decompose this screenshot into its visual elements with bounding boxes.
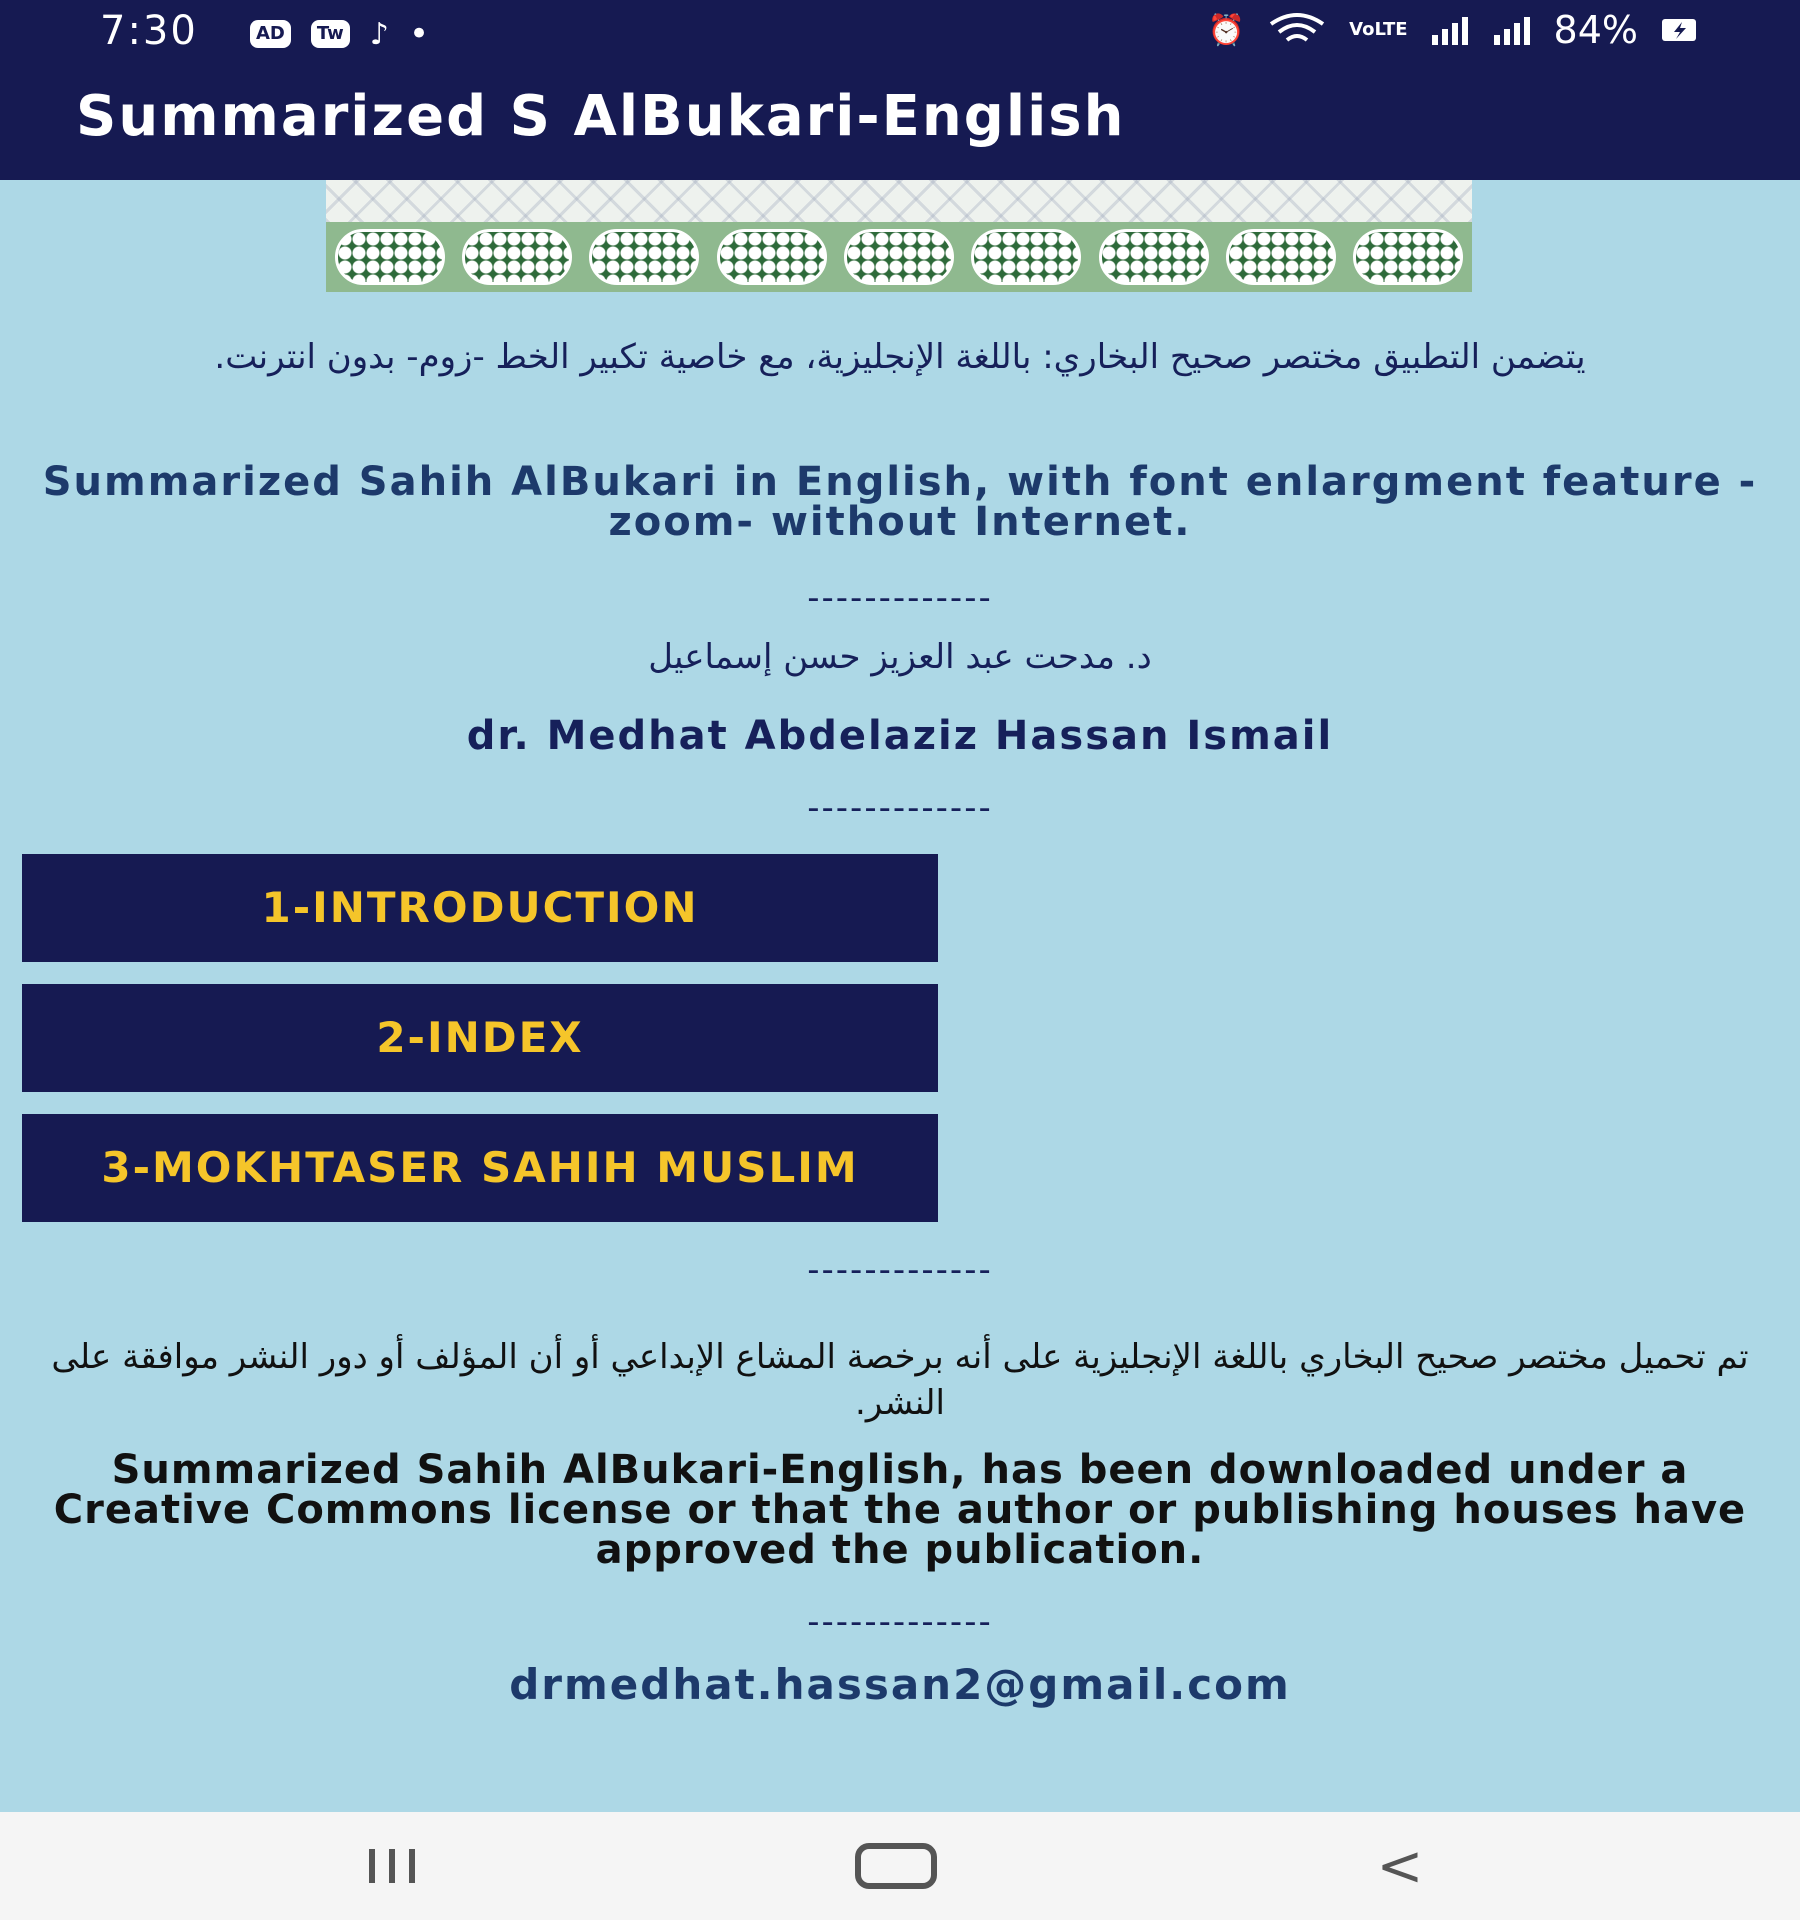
tw-app-icon: Tw [311, 20, 350, 48]
ornament-icon [1226, 229, 1336, 285]
ornament-icon [1099, 229, 1209, 285]
divider: ------------- [807, 578, 993, 618]
introduction-button[interactable]: 1-INTRODUCTION [22, 854, 938, 962]
back-button[interactable] [1300, 1812, 1500, 1920]
index-button[interactable]: 2-INDEX [22, 984, 938, 1092]
back-icon: < [1376, 1833, 1424, 1899]
ornament-icon [462, 229, 572, 285]
navigation-bar [0, 1812, 1800, 1920]
home-icon [855, 1843, 937, 1889]
ad-blocker-icon: AD [250, 20, 291, 48]
app-bar [0, 62, 1800, 180]
status-bar [0, 0, 1800, 62]
intro-english: Summarized Sahih AlBukari in English, with font enlargment feature -zoom- without Internet. [42, 459, 1758, 545]
recents-button[interactable] [292, 1812, 492, 1920]
intro-arabic: يتضمن التطبيق مختصر صحيح البخاري: باللغة الإنجليزية، مع خاصية تكبير الخط -زوم- بدون انترنت. [214, 337, 1586, 377]
battery-icon [1660, 15, 1700, 45]
banner-motif-row [326, 222, 1472, 292]
recents-icon [369, 1849, 415, 1883]
divider: ------------- [807, 788, 993, 828]
alarm-icon: ⏰ [1207, 12, 1246, 48]
divider: ------------- [807, 1602, 993, 1642]
status-time: 7:30 [100, 8, 198, 54]
system-icons [1208, 8, 1700, 52]
tiktok-icon: ♪ [369, 16, 389, 52]
ornament-icon [971, 229, 1081, 285]
mokhtaser-sahih-muslim-button[interactable]: 3-MOKHTASER SAHIH MUSLIM [22, 1114, 938, 1222]
ornament-icon [717, 229, 827, 285]
notification-dot-icon: • [408, 14, 430, 54]
ornament-icon [1353, 229, 1463, 285]
battery-percent: 84% [1553, 8, 1638, 52]
home-button[interactable] [796, 1812, 996, 1920]
license-english: Summarized Sahih AlBukari-English, has been downloaded under a Creative Commons license or that the author or publishing houses have approved the publication. [53, 1450, 1747, 1573]
wifi-icon [1267, 12, 1327, 48]
app-title: Summarized S AlBukari-English [76, 84, 1126, 149]
signal-icon-2 [1492, 15, 1532, 45]
banner-lattice [326, 180, 1472, 222]
author-arabic: د. مدحت عبد العزيز حسن إسماعيل [648, 637, 1152, 677]
ornament-icon [844, 229, 954, 285]
banner-image [326, 180, 1472, 292]
contact-email[interactable]: drmedhat.hassan2@gmail.com [509, 1660, 1291, 1709]
ornament-icon [335, 229, 445, 285]
author-english: dr. Medhat Abdelaziz Hassan Ismail [466, 713, 1334, 759]
volte-icon: VoLTE [1349, 19, 1408, 40]
ornament-icon [589, 229, 699, 285]
notification-icons [250, 14, 429, 54]
signal-icon [1430, 15, 1470, 45]
divider: ------------- [807, 1250, 993, 1290]
license-arabic: تم تحميل مختصر صحيح البخاري باللغة الإنجليزية على أنه برخصة المشاع الإبداعي أو أن المؤلف أو دور النشر موافقة على النشر. [51, 1337, 1749, 1423]
